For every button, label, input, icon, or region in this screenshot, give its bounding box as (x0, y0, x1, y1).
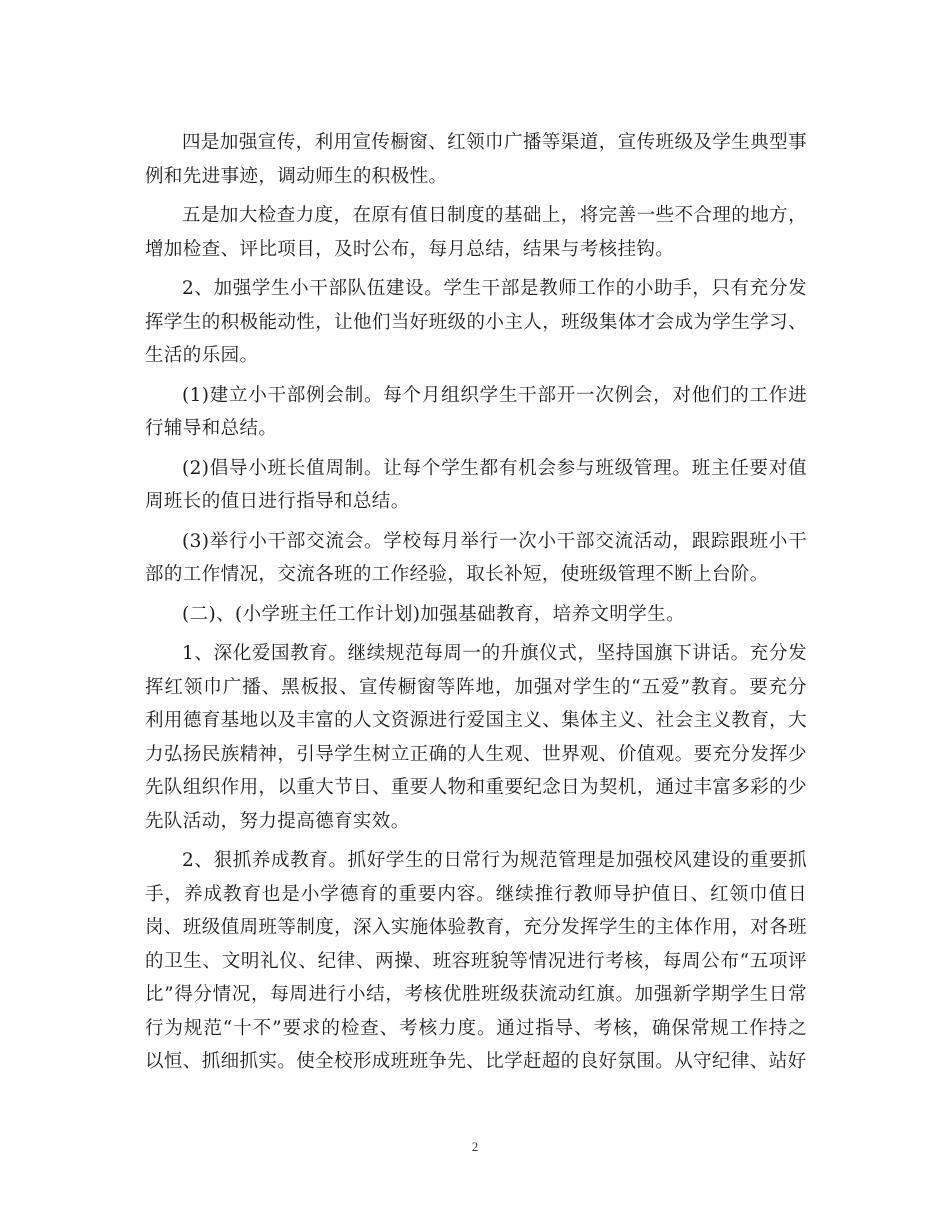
page-number: 2 (471, 1139, 479, 1154)
paragraph-habit-education: 2、狠抓养成教育。抓好学生的日常行为规范管理是加强校风建设的重要抓手，养成教育也是小学德育的重要内容。继续推行教师导护值日、红领巾值日岗、班级值周班等制度，深入实施体验教育，充分发挥学生的主体作用，对各班的卫生、文明礼仪、纪律、两操、班容班貌等情况进行考核，每周公布“五项评比”得分情况，每周进行小结，考核优胜班级获流动红旗。加强新学期学生日常行为规范“十不”要求的检查、考核力度。通过指导、考核，确保常规工作持之以恒、抓细抓实。使全校形成班班争先、比学赶超的良好氛围。从守纪律、站好 (145, 850, 807, 1072)
paragraph-cadre-meeting: (1)建立小干部例会制。每个月组织学生干部开一次例会，对他们的工作进行辅导和总结。 (145, 384, 807, 439)
paragraph-section-heading: (二)、(小学班主任工作计划)加强基础教育，培养文明学生。 (182, 603, 685, 625)
document-body (145, 126, 807, 1085)
paragraph-cadre-exchange: (3)举行小干部交流会。学校每月举行一次小干部交流活动，跟踪跟班小干部的工作情况，交流各班的工作经验，取长补短，使班级管理不断上台阶。 (145, 530, 807, 585)
paragraph-monitor-duty: (2)倡导小班长值周制。让每个学生都有机会参与班级管理。班主任要对值周班长的值日进行指导和总结。 (145, 457, 807, 512)
paragraph-publicity: 四是加强宣传，利用宣传橱窗、红领巾广播等渠道，宣传班级及学生典型事例和先进事迹，调动师生的积极性。 (145, 132, 807, 187)
paragraph-inspection: 五是加大检查力度，在原有值日制度的基础上，将完善一些不合理的地方，增加检查、评比项目，及时公布，每月总结，结果与考核挂钩。 (145, 205, 807, 260)
paragraph-patriotic-education: 1、深化爱国教育。继续规范每周一的升旗仪式，坚持国旗下讲话。充分发挥红领巾广播、黑板报、宣传橱窗等阵地，加强对学生的“五爱”教育。要充分利用德育基地以及丰富的人文资源进行爱国主义、集体主义、社会主义教育，大力弘扬民族精神，引导学生树立正确的人生观、世界观、价值观。要充分发挥少先队组织作用，以重大节日、重要人物和重要纪念日为契机，通过丰富多彩的少先队活动，努力提高德育实效。 (145, 643, 807, 832)
paragraph-student-cadres: 2、加强学生小干部队伍建设。学生干部是教师工作的小助手，只有充分发挥学生的积极能动性，让他们当好班级的小主人，班级集体才会成为学生学习、生活的乐园。 (145, 278, 807, 366)
